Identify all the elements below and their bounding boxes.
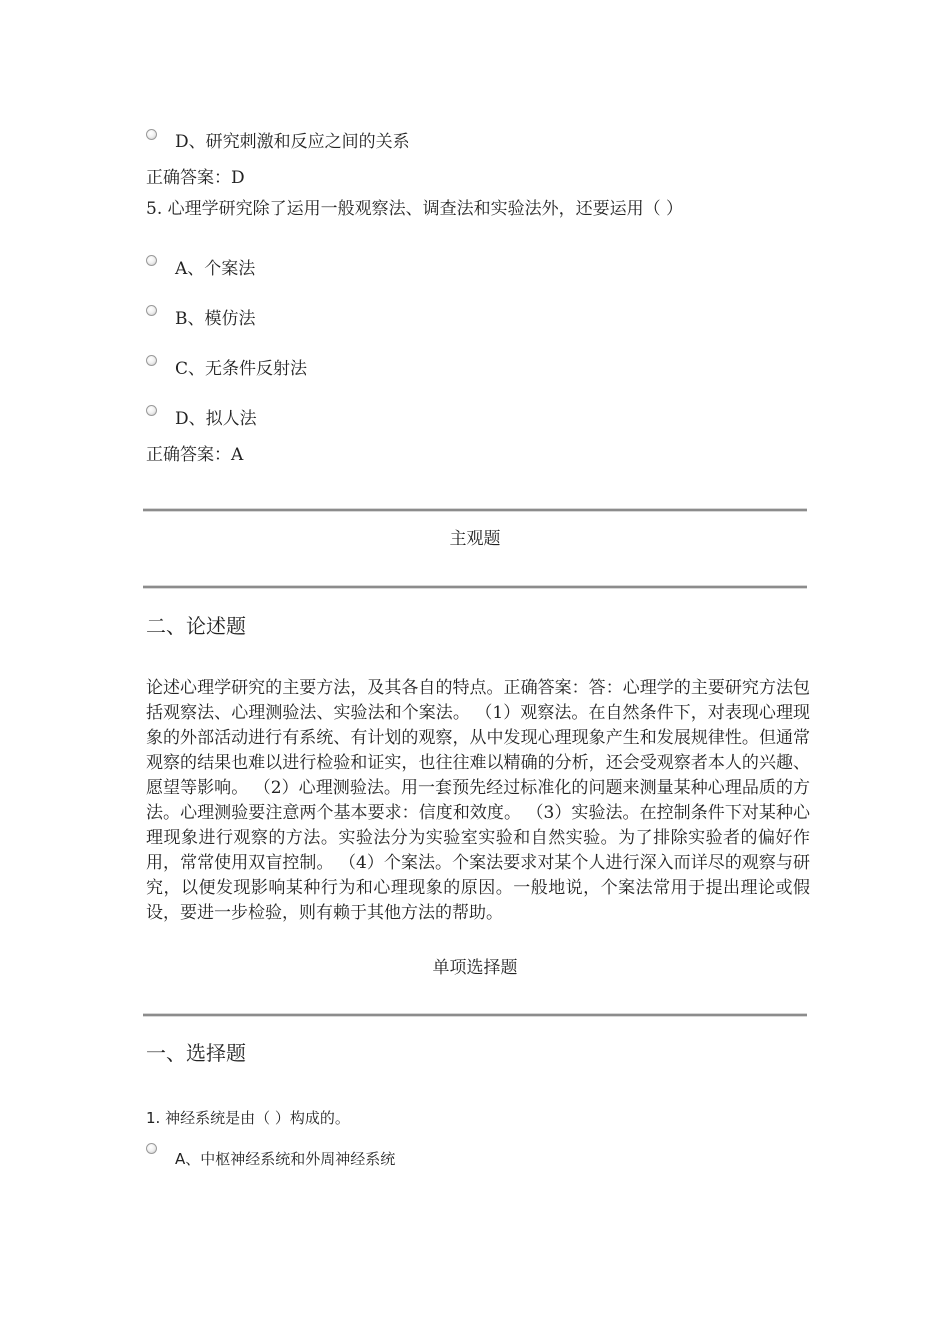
- radio-button[interactable]: [146, 1143, 157, 1154]
- radio-button[interactable]: [146, 355, 157, 366]
- option-row-q4-d[interactable]: [146, 132, 410, 156]
- option-label: A、个案法: [175, 259, 256, 279]
- radio-button[interactable]: [146, 129, 157, 140]
- section-divider: [143, 508, 807, 512]
- section-divider: [143, 585, 807, 589]
- section-heading: 二、论述题: [146, 614, 246, 638]
- option-row-q5-c[interactable]: [146, 358, 307, 382]
- option-label: B、模仿法: [175, 309, 256, 329]
- question-text: 5. 心理学研究除了运用一般观察法、调查法和实验法外，还要运用（ ）: [146, 199, 684, 219]
- radio-button[interactable]: [146, 405, 157, 416]
- option-label: D、拟人法: [175, 409, 257, 429]
- correct-answer: 正确答案：D: [146, 168, 245, 188]
- option-row-q5-b[interactable]: [146, 308, 256, 332]
- section-divider: [143, 1013, 807, 1017]
- option-label: D、研究刺激和反应之间的关系: [175, 132, 410, 152]
- section-heading: 一、选择题: [146, 1041, 246, 1065]
- option-row-q5-d[interactable]: [146, 408, 257, 432]
- correct-answer: 正确答案：A: [146, 445, 244, 465]
- option-label: A、中枢神经系统和外周神经系统: [175, 1150, 396, 1168]
- radio-button[interactable]: [146, 255, 157, 266]
- section-title: 单项选择题: [432, 958, 518, 978]
- option-row-q5-a[interactable]: [146, 258, 255, 282]
- radio-button[interactable]: [146, 305, 157, 316]
- option-row-q1-a[interactable]: [146, 1146, 395, 1170]
- section-title: 主观题: [449, 529, 501, 549]
- option-label: C、无条件反射法: [175, 359, 308, 379]
- question-text: 1. 神经系统是由（ ）构成的。: [146, 1109, 350, 1127]
- essay-answer: 论述心理学研究的主要方法，及其各自的特点。正确答案：答：心理学的主要研究方法包括观察法、心理测验法、实验法和个案法。 （1）观察法。在自然条件下，对表现心理现象的外部活动进行有系统、有计划的观察，从中发现心理现象产生和发展规律性。但通常观察的结果也难以进行检验和证实，也往往难以精确的分析，还会受观察者本人的兴趣、愿望等影响。 （2）心理测验法。用一套预先经过标准化的问题来测量某种心理品质的方法。心理测验要注意两个基本要求：信度和效度。 （3）实验法。在控制条件下对某种心理现象进行观察的方法。实验法分为实验室实验和自然实验。为了排除实验者的偏好作用，常常使用双盲控制。 （4）个案法。个案法要求对某个人进行深入而详尽的观察与研究，以便发现影响某种行为和心理现象的原因。一般地说，个案法常用于提出理论或假设，要进一步检验，则有赖于其他方法的帮助。: [146, 678, 810, 923]
